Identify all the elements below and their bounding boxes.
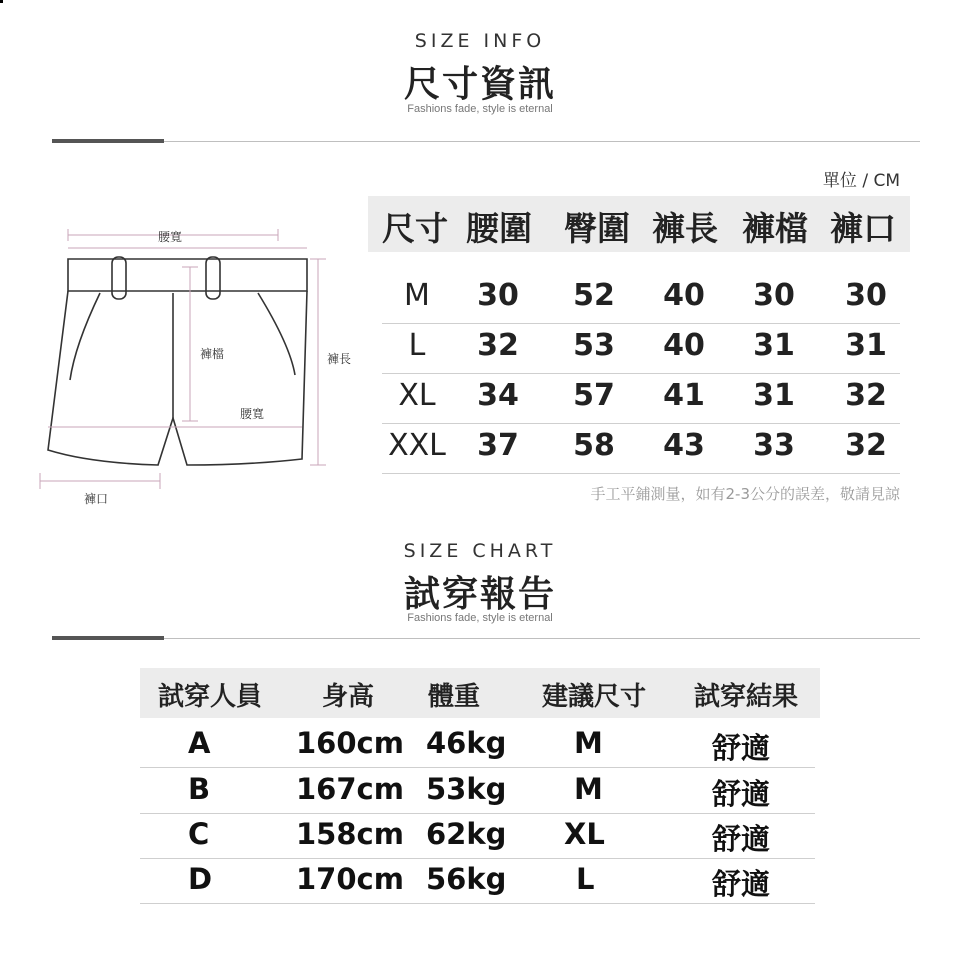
cell-height: 158cm bbox=[296, 817, 404, 851]
cell-result: 舒適 bbox=[712, 822, 771, 856]
col-header-size: 尺寸 bbox=[382, 209, 448, 248]
size-chart-title-en: SIZE CHART bbox=[403, 540, 557, 562]
cell-size: XXL bbox=[388, 428, 446, 463]
diagram-label-length: 褲長 bbox=[327, 352, 352, 366]
cell-weight: 62kg bbox=[426, 817, 507, 851]
diagram-label-waist: 腰寬 bbox=[158, 230, 183, 244]
diagram-label-opening: 褲口 bbox=[84, 492, 109, 506]
section-rule-accent bbox=[52, 636, 164, 640]
cell-length: 40 bbox=[663, 278, 705, 313]
cell-person: D bbox=[188, 862, 213, 896]
cell-height: 170cm bbox=[296, 862, 404, 896]
cell-size: XL bbox=[564, 817, 605, 851]
table-row bbox=[140, 768, 815, 814]
table-row bbox=[140, 722, 815, 768]
table-row bbox=[382, 374, 900, 424]
cell-rise: 33 bbox=[753, 428, 795, 463]
cell-size: L bbox=[576, 862, 595, 896]
diagram-label-rise: 褲檔 bbox=[200, 347, 225, 361]
cell-weight: 46kg bbox=[426, 726, 507, 760]
cell-waist: 34 bbox=[477, 378, 519, 413]
cell-result: 舒適 bbox=[712, 731, 771, 765]
section-rule-accent bbox=[52, 139, 164, 143]
col-header-length: 褲長 bbox=[652, 209, 718, 248]
cell-person: A bbox=[188, 726, 211, 760]
diagram-label-waist-inner: 腰寬 bbox=[240, 407, 265, 421]
cell-length: 41 bbox=[663, 378, 705, 413]
cell-height: 167cm bbox=[296, 772, 404, 806]
unit-label: 單位 / CM bbox=[822, 171, 900, 191]
cell-size: L bbox=[408, 328, 426, 363]
col-header-hip: 臀圍 bbox=[564, 209, 630, 248]
cell-weight: 56kg bbox=[426, 862, 507, 896]
cell-result: 舒適 bbox=[712, 777, 771, 811]
cell-rise: 31 bbox=[753, 328, 795, 363]
size-table-header bbox=[368, 196, 910, 252]
col-header-height: 身高 bbox=[322, 682, 375, 712]
size-chart-tagline: Fashions fade, style is eternal bbox=[407, 612, 553, 624]
cell-waist: 30 bbox=[477, 278, 519, 313]
cell-opening: 32 bbox=[845, 428, 887, 463]
cell-opening: 30 bbox=[845, 278, 887, 313]
col-header-suggested-size: 建議尺寸 bbox=[542, 682, 647, 712]
cell-rise: 31 bbox=[753, 378, 795, 413]
shorts-diagram bbox=[30, 215, 375, 515]
cell-person: B bbox=[188, 772, 211, 806]
cell-weight: 53kg bbox=[426, 772, 507, 806]
cell-size: M bbox=[574, 726, 603, 760]
cell-waist: 37 bbox=[477, 428, 519, 463]
cell-result: 舒適 bbox=[712, 867, 771, 901]
cell-hip: 53 bbox=[573, 328, 615, 363]
cell-waist: 32 bbox=[477, 328, 519, 363]
cell-opening: 31 bbox=[845, 328, 887, 363]
cell-rise: 30 bbox=[753, 278, 795, 313]
section-rule bbox=[164, 141, 920, 142]
fit-table-header bbox=[140, 668, 820, 718]
shorts-outline-icon bbox=[48, 257, 307, 465]
cell-length: 40 bbox=[663, 328, 705, 363]
col-header-result: 試穿結果 bbox=[694, 682, 799, 712]
cell-hip: 58 bbox=[573, 428, 615, 463]
size-info-title-en: SIZE INFO bbox=[414, 30, 546, 52]
section-rule bbox=[164, 638, 920, 639]
table-row bbox=[382, 324, 900, 374]
cell-hip: 57 bbox=[573, 378, 615, 413]
cell-length: 43 bbox=[663, 428, 705, 463]
cell-size: M bbox=[574, 772, 603, 806]
cell-person: C bbox=[188, 817, 210, 851]
size-info-title: 尺寸資訊 bbox=[403, 64, 556, 105]
table-row bbox=[140, 858, 815, 904]
corner-mark bbox=[0, 0, 3, 3]
col-header-rise: 褲檔 bbox=[742, 209, 808, 248]
col-header-opening: 褲口 bbox=[830, 209, 896, 248]
cell-hip: 52 bbox=[573, 278, 615, 313]
table-row bbox=[382, 424, 900, 474]
col-header-waist: 腰圍 bbox=[466, 209, 532, 248]
cell-height: 160cm bbox=[296, 726, 404, 760]
measurement-note: 手工平鋪測量，如有2-3公分的誤差，敬請見諒 bbox=[590, 485, 900, 503]
table-row bbox=[140, 813, 815, 859]
size-info-tagline: Fashions fade, style is eternal bbox=[407, 103, 553, 115]
table-row bbox=[382, 274, 900, 324]
cell-size: M bbox=[404, 278, 430, 313]
col-header-weight: 體重 bbox=[428, 682, 481, 712]
cell-opening: 32 bbox=[845, 378, 887, 413]
col-header-person: 試穿人員 bbox=[158, 682, 263, 712]
cell-size: XL bbox=[398, 378, 436, 413]
size-chart-title: 試穿報告 bbox=[403, 574, 556, 615]
